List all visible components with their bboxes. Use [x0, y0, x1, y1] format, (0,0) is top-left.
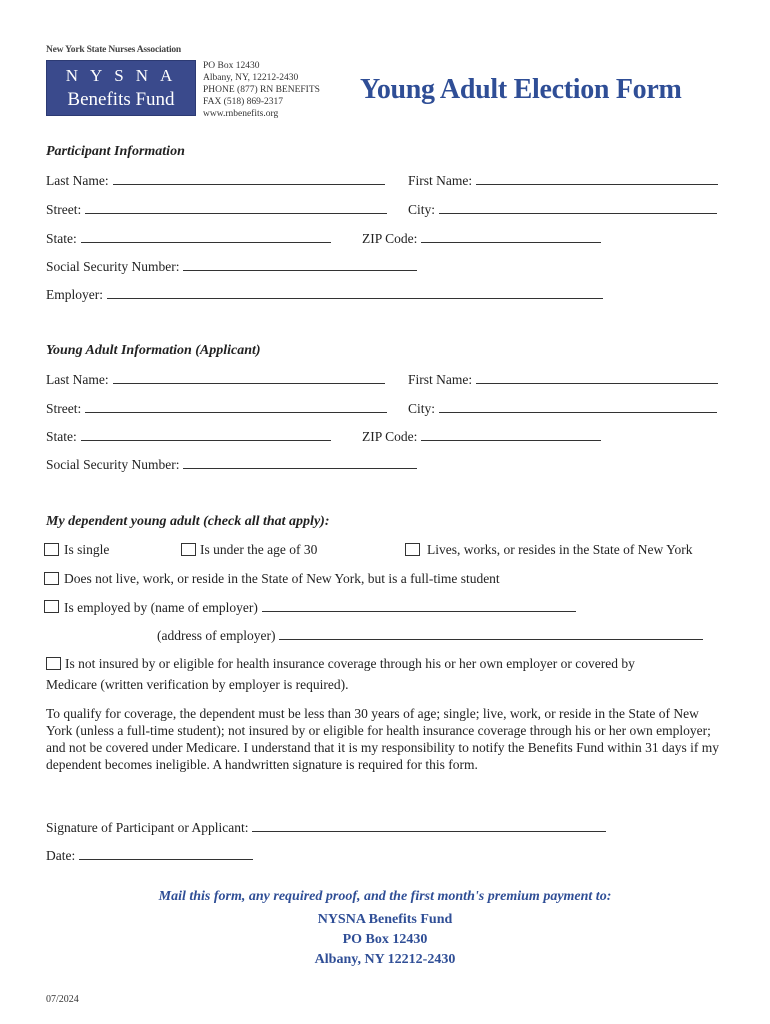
association-name: New York State Nurses Association — [46, 45, 182, 55]
participant-ssn-field[interactable] — [46, 258, 417, 275]
website-line: www.rnbenefits.org — [203, 109, 279, 119]
mail-city-state: Albany, NY 12212-2430 — [314, 952, 456, 967]
applicant-ssn-field[interactable] — [46, 456, 417, 473]
field-label: State: — [46, 231, 77, 246]
lives-ny-label: Lives, works, or resides in the State of New York — [427, 542, 693, 557]
street-line[interactable] — [85, 400, 387, 413]
last-name-line[interactable] — [113, 371, 385, 384]
signature-field[interactable] — [46, 819, 606, 836]
field-label: Social Security Number: — [46, 259, 180, 274]
fax-line: FAX (518) 869-2317 — [203, 97, 284, 107]
signature-line[interactable] — [252, 819, 606, 832]
form-title: Young Adult Election Form — [360, 74, 682, 105]
employer-address-label: (address of employer) — [157, 628, 276, 643]
employer-address-field[interactable] — [157, 627, 703, 644]
field-label: Social Security Number: — [46, 457, 180, 472]
under-30-checkbox[interactable] — [181, 543, 196, 556]
employed-checkbox[interactable] — [44, 600, 59, 613]
street-line[interactable] — [85, 201, 387, 214]
state-line[interactable] — [81, 230, 331, 243]
field-label: City: — [408, 202, 436, 217]
city-line[interactable] — [439, 400, 717, 413]
field-label: State: — [46, 429, 77, 444]
employer-name-field[interactable] — [64, 599, 576, 616]
form-version: 07/2024 — [46, 994, 79, 1005]
city-line[interactable] — [439, 201, 717, 214]
state-line[interactable] — [81, 428, 331, 441]
ssn-line[interactable] — [183, 456, 417, 469]
applicant-city-field[interactable] — [408, 400, 717, 417]
employer-line[interactable] — [107, 286, 603, 299]
not-insured-label-line1: Is not insured by or eligible for health insurance coverage through his or her own employer or covered by — [65, 656, 635, 671]
participant-employer-field[interactable] — [46, 286, 603, 303]
single-label: Is single — [64, 542, 110, 557]
applicant-street-field[interactable] — [46, 400, 387, 417]
address-line: Albany, NY, 12212-2430 — [203, 73, 299, 83]
applicant-first-name-field[interactable] — [408, 371, 718, 388]
under-30-label: Is under the age of 30 — [200, 542, 318, 557]
field-label: ZIP Code: — [362, 429, 418, 444]
not-insured-label-line2: Medicare (written verification by employer is required). — [46, 677, 349, 692]
last-name-line[interactable] — [113, 172, 385, 185]
participant-state-field[interactable] — [46, 230, 331, 247]
field-label: ZIP Code: — [362, 231, 418, 246]
ssn-line[interactable] — [183, 258, 417, 271]
date-line[interactable] — [79, 847, 253, 860]
logo-subtitle: Benefits Fund — [67, 89, 175, 110]
logo-acronym: NYSNA — [65, 66, 185, 85]
participant-zip-field[interactable] — [362, 230, 601, 247]
young-adult-heading: Young Adult Information (Applicant) — [46, 343, 261, 358]
dependent-heading: My dependent young adult (check all that apply): — [46, 514, 330, 529]
applicant-zip-field[interactable] — [362, 428, 601, 445]
nysna-logo — [46, 60, 196, 116]
employer-address-line[interactable] — [279, 627, 703, 640]
single-checkbox[interactable] — [44, 543, 59, 556]
not-insured-checkbox[interactable] — [46, 657, 61, 670]
applicant-state-field[interactable] — [46, 428, 331, 445]
eligibility-statement: To qualify for coverage, the dependent must be less than 30 years of age; single; live, work, or reside in the State of New York (unless a full-time student); not insured by or eligible for health insurance coverage through his or her own employer; and not be covered under Medicare. I understand that it is my responsibility to notify the Benefits Fund within 31 days if my dependent becomes ineligible. A handwritten signature is required for this form. — [46, 706, 719, 772]
field-label: Last Name: — [46, 372, 109, 387]
date-field[interactable] — [46, 847, 253, 864]
participant-city-field[interactable] — [408, 201, 717, 218]
signature-label: Signature of Participant or Applicant: — [46, 820, 249, 835]
participant-last-name-field[interactable] — [46, 172, 385, 189]
field-label: Employer: — [46, 287, 103, 302]
phone-line: PHONE (877) RN BENEFITS — [203, 85, 320, 95]
employer-name-line[interactable] — [262, 599, 576, 612]
zip-line[interactable] — [421, 428, 601, 441]
field-label: Last Name: — [46, 173, 109, 188]
full-time-student-label: Does not live, work, or reside in the State of New York, but is a full-time student — [64, 571, 500, 586]
mail-address — [0, 910, 770, 970]
field-label: First Name: — [408, 372, 473, 387]
participant-street-field[interactable] — [46, 201, 387, 218]
full-time-student-checkbox[interactable] — [44, 572, 59, 585]
field-label: First Name: — [408, 173, 473, 188]
first-name-line[interactable] — [476, 172, 718, 185]
mail-recipient: NYSNA Benefits Fund — [317, 912, 453, 927]
zip-line[interactable] — [421, 230, 601, 243]
employed-label: Is employed by (name of employer) — [64, 600, 258, 615]
contact-block — [203, 60, 320, 120]
first-name-line[interactable] — [476, 371, 718, 384]
mail-instruction: Mail this form, any required proof, and the first month's premium payment to: — [158, 889, 612, 904]
participant-heading: Participant Information — [46, 144, 185, 159]
lives-ny-checkbox[interactable] — [405, 543, 420, 556]
applicant-last-name-field[interactable] — [46, 371, 385, 388]
field-label: Street: — [46, 401, 82, 416]
field-label: Street: — [46, 202, 82, 217]
address-line: PO Box 12430 — [203, 61, 260, 71]
date-label: Date: — [46, 848, 76, 863]
participant-first-name-field[interactable] — [408, 172, 718, 189]
field-label: City: — [408, 401, 436, 416]
mail-po-box: PO Box 12430 — [342, 932, 428, 947]
